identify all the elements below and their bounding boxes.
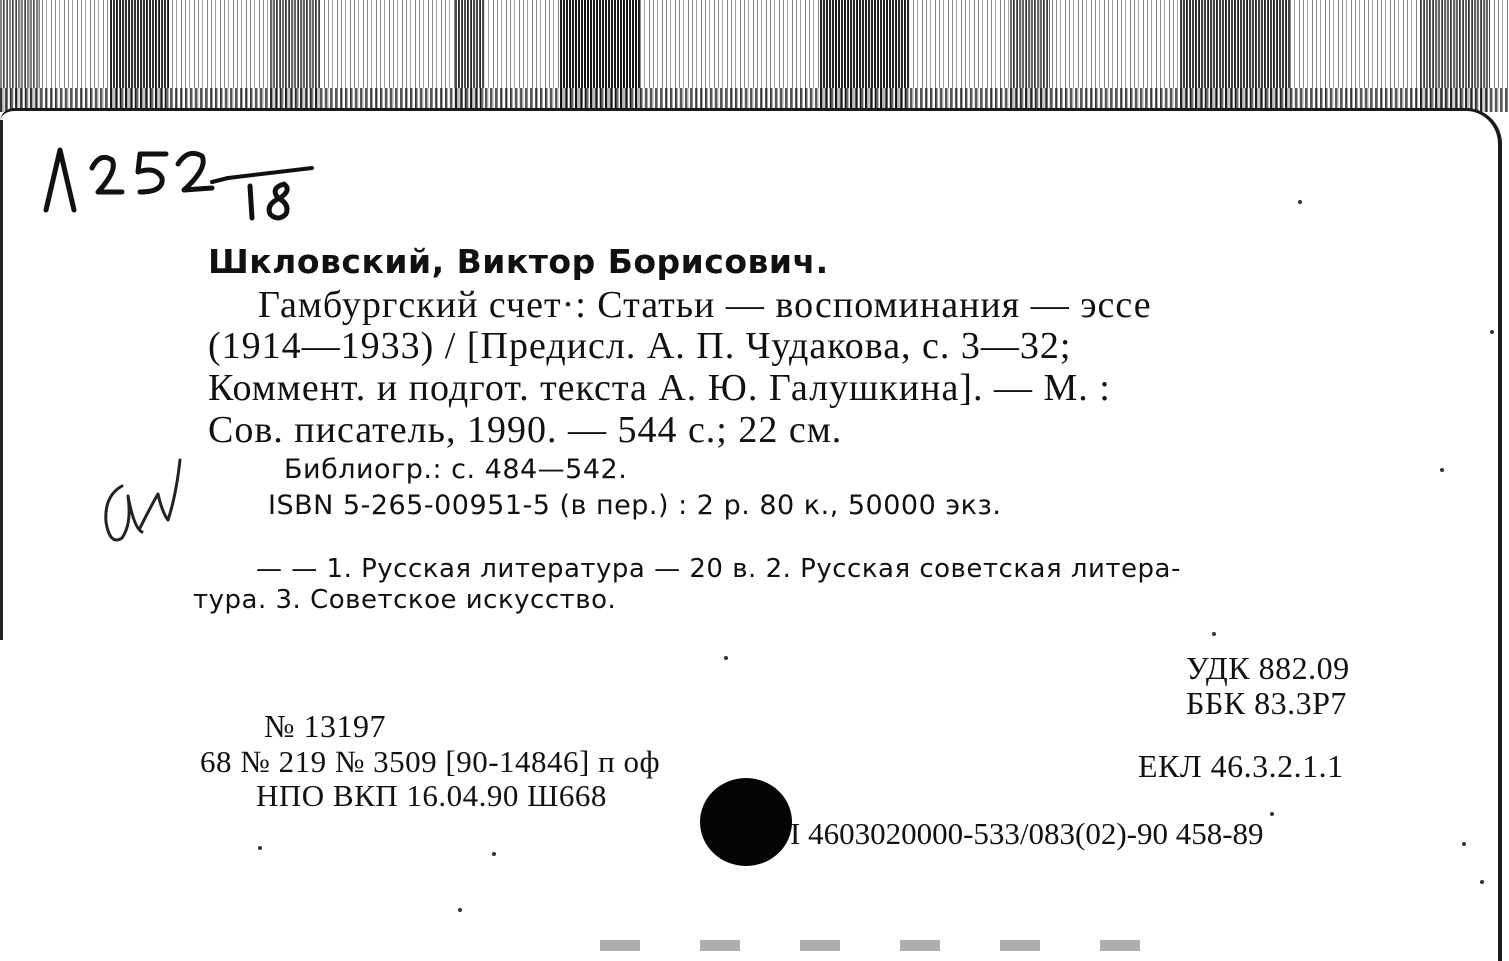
scan-speck [1212, 632, 1216, 636]
isbn-line: ISBN 5-265-00951-5 (в пер.) : 2 р. 80 к., 50000 экз. [268, 490, 1002, 521]
title-line-2: (1914—1933) / [Предисл. А. П. Чудакова, с. 3—32; [208, 325, 1072, 367]
punch-hole [700, 778, 792, 866]
udk-code: УДК 882.09 [1186, 650, 1350, 686]
scan-speck [724, 656, 728, 660]
bibliography-note: Библиогр.: с. 484—542. [284, 454, 628, 485]
order-line: 68 № 219 № 3509 [90-14846] п оф [200, 744, 661, 779]
printer-line: НПО ВКП 16.04.90 Ш668 [256, 778, 607, 813]
bbk-code: ББК 83.3Р7 [1186, 685, 1347, 721]
ekl-code: ЕКЛ 46.3.2.1.1 [1138, 748, 1344, 784]
scan-speck [1298, 200, 1302, 204]
card-number: № 13197 [264, 708, 387, 744]
scan-speck [258, 846, 262, 850]
scan-bottom-edge [600, 940, 1160, 951]
subjects-line-2: тура. 3. Советское искусство. [193, 585, 617, 615]
scan-speck [1480, 880, 1484, 884]
subjects-line-1: — — 1. Русская литература — 20 в. 2. Русская советская литера- [256, 554, 1181, 584]
title-line-4: Сов. писатель, 1990. — 544 с.; 22 см. [208, 409, 843, 451]
card-left-edge [0, 120, 3, 640]
scan-speck [1462, 842, 1466, 846]
title-line-1: Гамбургский счет·: Статьи — воспоминания — эссе [258, 284, 1152, 326]
scan-speck [1490, 330, 1494, 334]
publication-code: I 4603020000-533/083(02)-90 458-89 [790, 816, 1264, 851]
handwritten-margin-mark [96, 446, 192, 550]
scan-speck [1440, 468, 1444, 472]
scan-speck [492, 852, 496, 856]
scan-speck [1270, 812, 1274, 816]
scan-speck [458, 908, 462, 912]
handwritten-call-number [40, 130, 330, 230]
title-line-3: Коммент. и подгот. текста А. Ю. Галушкина]. — М. : [208, 367, 1111, 409]
author-heading: Шкловский, Виктор Борисович. [208, 242, 829, 281]
